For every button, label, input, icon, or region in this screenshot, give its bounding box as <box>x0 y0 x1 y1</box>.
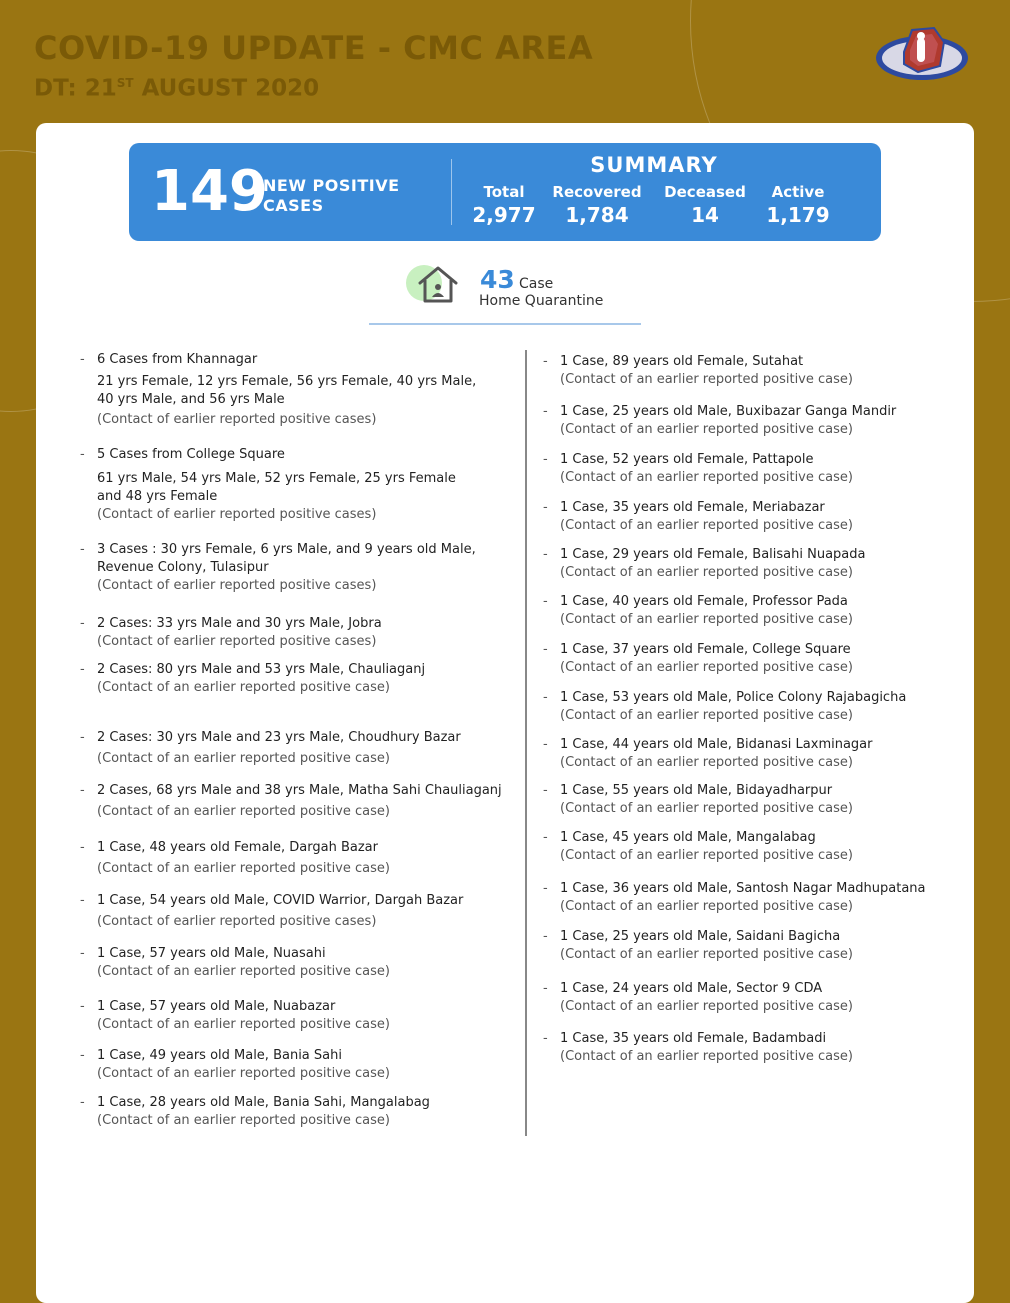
column-divider <box>525 350 527 1136</box>
home-quarantine-count: 43 <box>480 265 515 294</box>
home-quarantine-unit: Case <box>519 276 554 292</box>
list-item: - 1 Case, 89 years old Female, Sutahat (Contact of an earlier reported positive case) <box>543 354 853 387</box>
section-divider <box>369 323 641 325</box>
list-item: - 1 Case, 54 years old Male, COVID Warrior, Dargah Bazar (Contact of earlier reported positive cases) <box>80 893 464 929</box>
list-item: - 3 Cases : 30 yrs Female, 6 yrs Male, and 9 years old Male, Revenue Colony, Tulasipur (Contact of earlier reported positive cases) <box>80 542 476 593</box>
content-card <box>36 123 974 1303</box>
stat-total: Total 2,977 <box>472 183 536 227</box>
stat-deceased: Deceased 14 <box>664 183 746 227</box>
list-item: - 1 Case, 40 years old Female, Professor Pada (Contact of an earlier reported positive case) <box>543 594 853 627</box>
cmc-logo <box>874 22 970 84</box>
list-item: - 6 Cases from Khannagar 21 yrs Female, 12 yrs Female, 56 yrs Female, 40 yrs Male, 40 yrs Male, and 56 yrs Male (Contact of earlier reported positive cases) <box>80 352 477 427</box>
list-item: - 1 Case, 37 years old Female, College Square (Contact of an earlier reported positive case) <box>543 642 853 675</box>
home-icon <box>415 263 461 305</box>
list-item: - 1 Case, 24 years old Male, Sector 9 CDA (Contact of an earlier reported positive case) <box>543 981 853 1014</box>
list-item: - 1 Case, 52 years old Female, Pattapole (Contact of an earlier reported positive case) <box>543 452 853 485</box>
summary-banner <box>129 143 881 241</box>
list-item: - 1 Case, 25 years old Male, Saidani Bagicha (Contact of an earlier reported positive case) <box>543 929 853 962</box>
list-item: - 1 Case, 45 years old Male, Mangalabag (Contact of an earlier reported positive case) <box>543 830 853 863</box>
page-title: COVID-19 UPDATE - CMC AREA <box>34 29 594 67</box>
new-positive-count: 149 <box>151 159 268 224</box>
header <box>34 30 593 104</box>
list-item: - 1 Case, 29 years old Female, Balisahi Nuapada (Contact of an earlier reported positive case) <box>543 547 866 580</box>
list-item: - 1 Case, 35 years old Female, Meriabazar (Contact of an earlier reported positive case) <box>543 500 853 533</box>
list-item: - 1 Case, 44 years old Male, Bidanasi Laxminagar (Contact of an earlier reported positive case) <box>543 737 873 770</box>
report-date: DT: 21ST AUGUST 2020 <box>34 75 320 102</box>
home-quarantine-label: Home Quarantine <box>479 293 604 309</box>
home-quarantine <box>406 263 676 325</box>
stat-active: Active 1,179 <box>766 183 830 227</box>
list-item: - 1 Case, 57 years old Male, Nuabazar (Contact of an earlier reported positive case) <box>80 999 390 1032</box>
list-item: - 1 Case, 35 years old Female, Badambadi (Contact of an earlier reported positive case) <box>543 1031 853 1064</box>
list-item: - 1 Case, 57 years old Male, Nuasahi (Contact of an earlier reported positive case) <box>80 946 390 979</box>
list-item: - 1 Case, 36 years old Male, Santosh Nagar Madhupatana (Contact of an earlier reported positive case) <box>543 881 926 914</box>
summary-title: SUMMARY <box>590 153 718 177</box>
list-item: - 1 Case, 48 years old Female, Dargah Bazar (Contact of an earlier reported positive case) <box>80 840 390 876</box>
new-positive-label: NEW POSITIVE CASES <box>263 176 400 215</box>
list-item: - 1 Case, 28 years old Male, Bania Sahi, Mangalabag (Contact of an earlier reported positive case) <box>80 1095 430 1128</box>
list-item: - 2 Cases: 80 yrs Male and 53 yrs Male, Chauliaganj (Contact of an earlier reported positive case) <box>80 662 426 695</box>
list-item: - 2 Cases: 30 yrs Male and 23 yrs Male, Choudhury Bazar (Contact of an earlier reported positive case) <box>80 730 461 766</box>
list-item: - 2 Cases, 68 yrs Male and 38 yrs Male, Matha Sahi Chauliaganj (Contact of an earlier reported positive case) <box>80 783 502 819</box>
list-item: - 1 Case, 49 years old Male, Bania Sahi (Contact of an earlier reported positive case) <box>80 1048 390 1081</box>
list-item: - 1 Case, 25 years old Male, Buxibazar Ganga Mandir (Contact of an earlier reported positive case) <box>543 404 897 437</box>
list-item: - 2 Cases: 33 yrs Male and 30 yrs Male, Jobra (Contact of earlier reported positive cases) <box>80 616 382 649</box>
list-item: - 5 Cases from College Square 61 yrs Male, 54 yrs Male, 52 yrs Female, 25 yrs Female and 48 yrs Female (Contact of earlier reported positive cases) <box>80 447 456 522</box>
summary-divider <box>451 159 452 225</box>
list-item: - 1 Case, 53 years old Male, Police Colony Rajabagicha (Contact of an earlier reported positive case) <box>543 690 907 723</box>
list-item: - 1 Case, 55 years old Male, Bidayadharpur (Contact of an earlier reported positive case) <box>543 783 853 816</box>
stat-recovered: Recovered 1,784 <box>552 183 642 227</box>
